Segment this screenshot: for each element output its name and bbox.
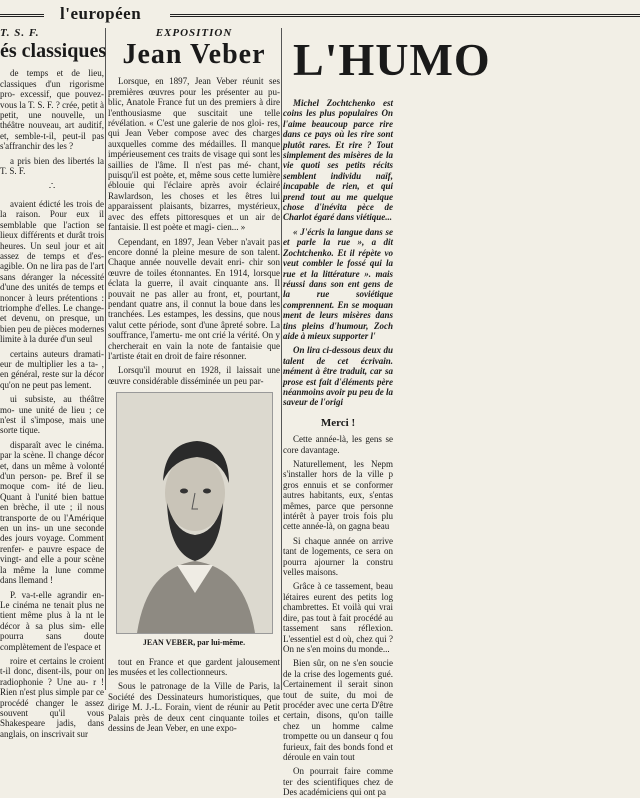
column-divider <box>105 28 106 690</box>
article-title: Jean Veber <box>122 39 266 71</box>
photo-caption: JEAN VEBER, par lui-même. <box>142 638 246 648</box>
portrait-drawing <box>117 393 272 633</box>
paragraph: Cependant, en 1897, Jean Veber n'avait pas encore donné la pleine mesure de son talent. Chaque année nouvelle devait enri- chir son œuvre de toiles étonnantes. En 1914, lorsque éclata la guerre, il avait cinquante ans. Il pouvait ne pas aller au front, et, pourtant, pendant quatre ans, il connut la boue dans les tranchées. Les estampes, les dessins, que nous valut cette période, sont d'une âpreté sobre. La souffrance, l'amertu- me ont crié la vérité. On y chercherait en vain la note de fantaisie que l'artiste était en droit de faire résonner. <box>108 236 280 361</box>
column-divider <box>281 28 282 690</box>
separator-dots: ∴ <box>48 181 56 193</box>
paragraph: certains auteurs dramati- eur de multiplier les a ta- , en général, reste sur la décor qu'on ne peut pas lement. <box>0 348 104 390</box>
paragraph: Cette année-là, les gens se core davantage. <box>283 434 393 455</box>
masthead-rule-right <box>170 14 640 17</box>
paragraph: roire et certains le croient t-il donc, disent-ils, pour on radiophonie ? Une au- r ! Rien n'est plus simple par ce procédé changer le assez souvent qu'il vous Shakespeare jadis, dans anglais, on inscrivait sur <box>0 655 104 739</box>
paragraph: Lorsqu'il mourut en 1928, il laissait une œuvre considérable disséminée un peu par- <box>108 365 280 386</box>
paragraph: « J'écris la langue dans se et parle la rue », a dit Zochtchenko. Et il répète vo veut combler le fossé qui la rue et la littérature ». mais réussi dans son ent gens de la rue soviétique comprennent. En se moquan ment de leurs misères dans tins pleins d'humour, Zoch aide à mieux supporter l' <box>283 226 393 341</box>
masthead-rule-left <box>0 14 44 17</box>
article-jean-veber-column <box>108 27 280 734</box>
paragraph: avaient édicté les trois de la raison. Pour eux il semblable que l'action se lieux différents et durât trois heures. Un seul jour et ait assez de temps et d'es- agible. On ne lira pas de l'art sans déranger la nécessité d'une des unités de temps et noncer à leurs prétentions : triomphe d'elles. Le change- et devenu, on presque, un bien peu de pièces modernes limite à la durée d'un seul <box>0 198 104 345</box>
paragraph: Naturellement, les Nepm s'installer hors de la ville p gros ennuis et se conformer autres habitants, eux, s'entas mêmes, parce que personne intérêt à payer trois fois plu cette année-là, on gagna beau <box>283 459 393 532</box>
article-title: és classiques <box>0 40 107 63</box>
article-title: L'HUMO <box>293 34 491 85</box>
paragraph: Sous le patronage de la Ville de Paris, la Société des Dessinateurs humoristiques, que dirige M. J.-L. Forain, vient de réunir au Petit Palais près de deux cent cinquante toiles et dessins de Jean Veber, en une expo- <box>108 681 280 734</box>
masthead-title: l'européen <box>60 4 142 23</box>
masthead <box>0 4 640 24</box>
portrait-illustration <box>116 392 273 634</box>
paragraph: disparaît avec le cinéma. par la scène. Il change décor et, dans un même à volonté d'un person- pe. Bref il se moque com- ité de lieu. Quant à l'unité bien battue en brèche, il ute ; il nous transporte de ou l'Amérique en un ins- un une seconde des jours voyage. Comment renfer- e pauvre espace de vingt- and elle a pour scène la même la lune comme dans llemand ! <box>0 439 104 586</box>
subheading: Merci ! <box>320 416 356 429</box>
section-label: EXPOSITION <box>155 27 233 39</box>
paragraph: ui subsiste, au théâtre mo- une unité de lieu ; ce n'est il s'impose, mais une sorte tique. <box>0 394 104 436</box>
paragraph: Michel Zochtchenko est coins les plus populaires On l'aime beaucoup parce rire dans ce pays où les rire sont plutôt rares. Et rire ? Tout simplement des misères de la vie quoti ses petits récits semblent individu naïf, incapable de rien, et qui prend tout au me quelque chose d'inévita pèce de Charlot égaré dans viétique... <box>283 98 393 223</box>
paragraph: Lorsque, en 1897, Jean Veber réunit ses premières œuvres pour les présenter au pu- blic, Anatole France fut un des premiers à dire l'enthousiasme que suscitait une telle révélation. « C'est une galerie de nos gloi- res, qui Jean Veber compose avec des charges auxquelles comme des médailles. Il manque impérieusement ces traits de visage qui sont les saillies de l'âme. Il n'est pas mé- chant, puisqu'il est poète, et, même sous cette lumière éblouie qui l'éclaire après avoir éclairé Rawlardson, les choses et les êtres lui apparaissent plaisants, bizarres, mystérieux, avec des effets pittoresques et un air de fantaisie. Il est poète et magi- cien... » <box>108 76 280 233</box>
paragraph: On lira ci-dessous deux du talent de cet écrivain. mément à être traduit, car sa prose est fait d'éléments père néanmoins avoir pu peu de la saveur de l'origi <box>283 345 393 408</box>
article-tsf-column <box>0 27 107 739</box>
section-label: T. S. F. <box>0 27 40 39</box>
paragraph: Grâce à ce tassement, beau létaires eurent des petits log chambrettes. Et voilà qui vrai dire, pas tout à fait procédé au tassement sans réflexion. L'essentiel est d où, chez qui ? On ne s'en moins du monde... <box>283 581 393 654</box>
paragraph: tout en France et que gardent jalousement les musées et les collectionneurs. <box>108 656 280 677</box>
paragraph: Bien sûr, on ne s'en soucie de la crise des logements gué. Certainement il serait sinon tout de suite, du moi de procéder avec une certa D'être certain, disons, qu'on taille chez un homme calme trompette ou un danseur q fou furieux, fait des bonds fond et déroule en vain tout <box>283 658 393 762</box>
paragraph: a pris bien des libertés la T. S. F. <box>0 155 104 177</box>
paragraph: P. va-t-elle agrandir en- Le cinéma ne tenait plus ne tient même plus à la nt le décor à sa plus sim- elle pourra sans doute complètement de l'espace et <box>0 589 104 652</box>
article-humour-column <box>283 28 640 798</box>
paragraph: On pourrait faire comme ter des scientifiques chez de Des académiciens qui ont pa <box>283 766 393 798</box>
italic-intro <box>283 98 393 408</box>
paragraph: Si chaque année on arrive tant de logements, ce sera on pourra ajourner la constru velles maisons. <box>283 535 393 578</box>
paragraph: de temps et de lieu, classiques d'un rigorisme pro- excessif, que pouvez-vous la T. S. F. ? crée, petit à petit, une nouvelle, un théâtre nouveau, art auditif, et, semble-t-il, peut-il pas s'affranchir des les ? <box>0 68 104 152</box>
